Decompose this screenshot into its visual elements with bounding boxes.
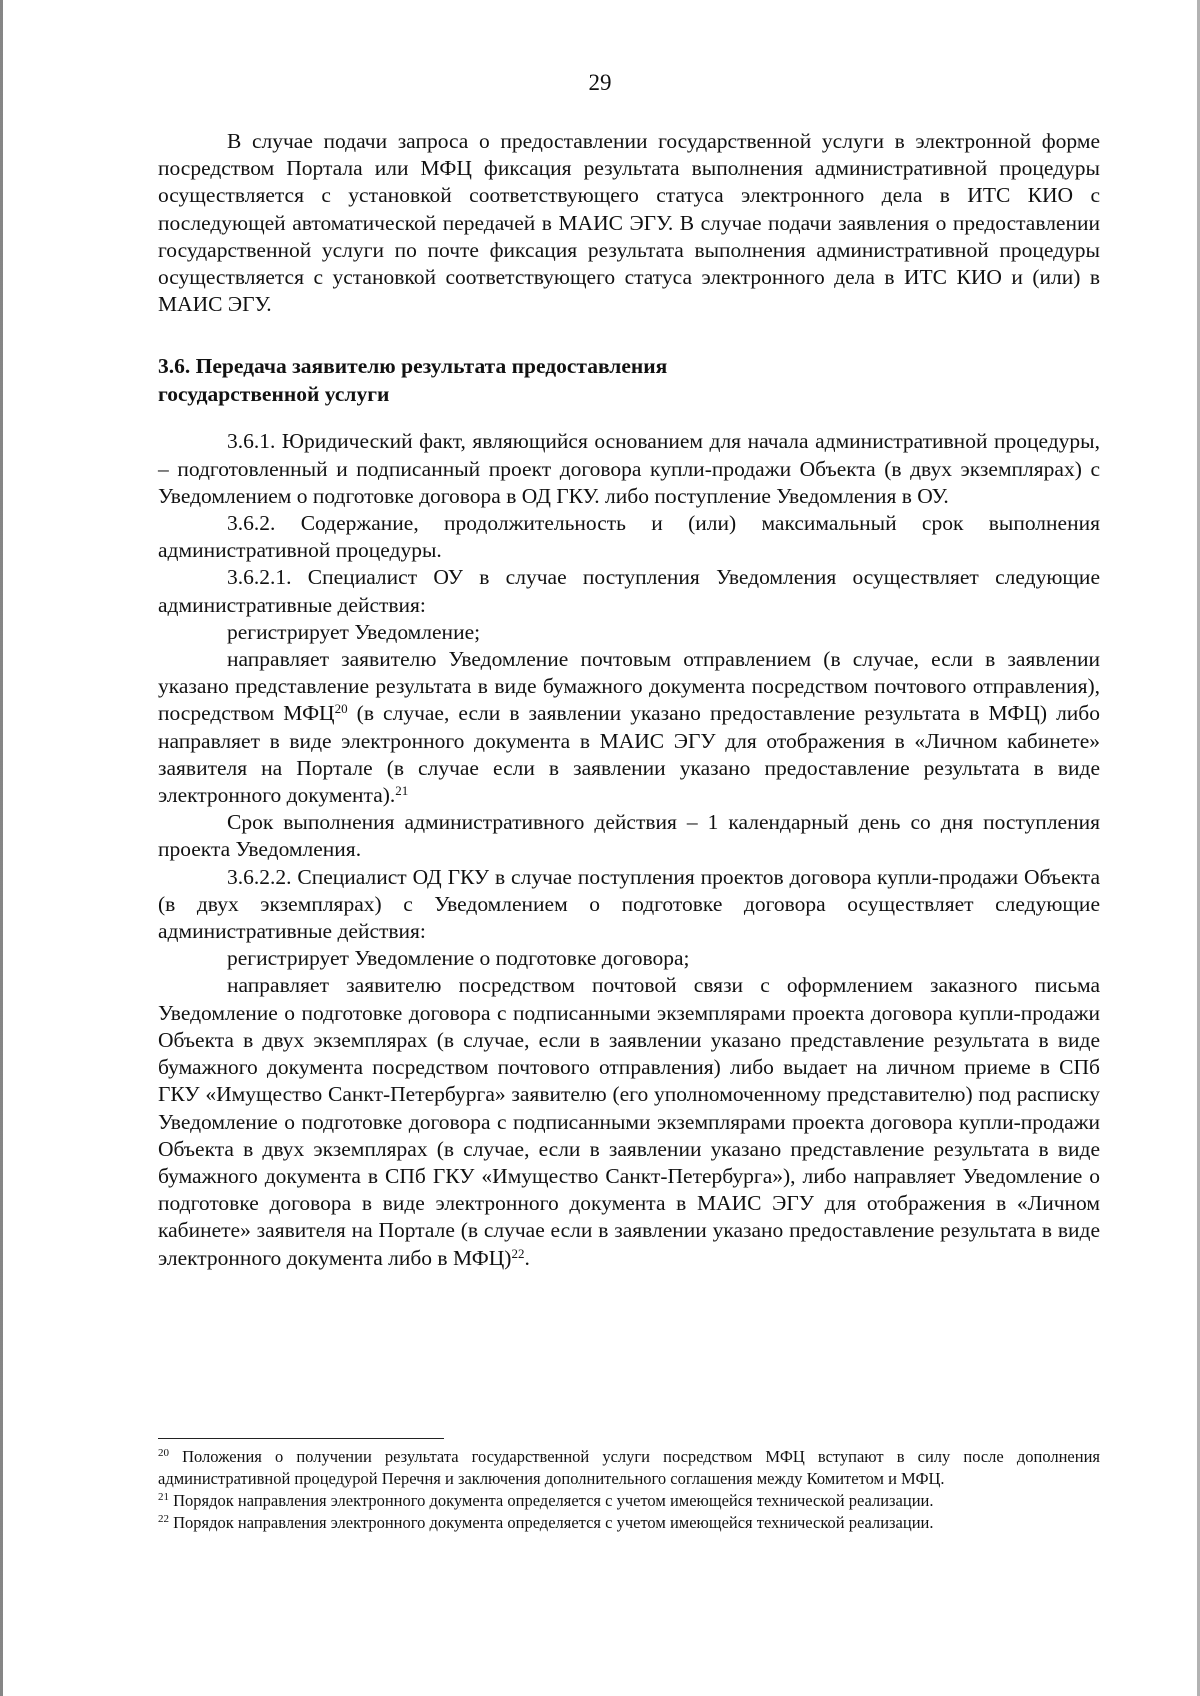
paragraph-sends-notification bbox=[158, 646, 1100, 809]
sends-text-part2: (в случае, если в заявлении указано предоставление результата в МФЦ) либо направляет в виде электронного документа в МАИС ЭГУ для отображения в «Личном кабинете» заявителя на Портале (в случае если в заявлении указано предоставление результата в виде электронного документа). bbox=[158, 701, 1100, 808]
section-heading-3-6 bbox=[158, 352, 1100, 408]
footnote-text: Порядок направления электронного документа определяется с учетом имеющейся технической реализации. bbox=[169, 1491, 934, 1510]
footnote-text: Положения о получении результата государственной услуги посредством МФЦ вступают в силу после дополнения административной процедурой Перечня и заключения дополнительного соглашения между Комитетом и МФЦ. bbox=[158, 1447, 1100, 1488]
footnote-number: 20 bbox=[158, 1447, 169, 1459]
paragraph-registers-contract: регистрирует Уведомление о подготовке договора; bbox=[227, 946, 690, 971]
footnote-number: 22 bbox=[158, 1513, 169, 1525]
footnote-ref-21: 21 bbox=[395, 783, 409, 799]
paragraph-term: Срок выполнения административного действия – 1 календарный день со дня поступления проекта Уведомления. bbox=[158, 810, 1100, 862]
paragraph-sends-contract bbox=[158, 972, 1100, 1271]
sends-contract-end: . bbox=[524, 1245, 530, 1270]
footnotes bbox=[158, 1446, 1100, 1534]
paragraph-3-6-2-1: 3.6.2.1. Специалист ОУ в случае поступления Уведомления осуществляет следующие административные действия: bbox=[158, 565, 1100, 617]
footnote-22 bbox=[158, 1512, 1100, 1534]
footnote-text: Порядок направления электронного документа определяется с учетом имеющейся технической реализации. bbox=[169, 1513, 934, 1532]
paragraph-registers: регистрирует Уведомление; bbox=[227, 619, 481, 644]
sends-contract-text: направляет заявителю посредством почтовой связи с оформлением заказного письма Уведомление о подготовке договора с подписанными экземплярами проекта договора купли-продажи Объекта в двух экземплярах (в случае, если в заявлении указано представление результата в виде бумажного документа посредством почтового отправления) либо выдает на личном приеме в СПб ГКУ «Имущество Санкт-Петербурга» заявителю (его уполномоченному представителю) под расписку Уведомление о подготовке договора с подписанными экземплярами проекта договора купли-продажи Объекта в двух экземплярах (в случае, если в заявлении указано представление результата в виде бумажного документа в СПб ГКУ «Имущество Санкт-Петербурга»), либо направляет Уведомление о подготовке договора в виде электронного документа в МАИС ЭГУ для отображения в «Личном кабинете» заявителя на Портале (в случае если в заявлении указано предоставление результата в виде электронного документа либо в МФЦ) bbox=[158, 973, 1100, 1270]
footnote-number: 21 bbox=[158, 1491, 169, 1503]
page-number: 29 bbox=[588, 70, 612, 95]
section-heading-line-1: 3.6. Передача заявителю результата предоставления bbox=[158, 354, 668, 379]
footnote-ref-20: 20 bbox=[334, 701, 348, 717]
footnote-21 bbox=[158, 1490, 1100, 1512]
section-heading-line-2: государственной услуги bbox=[158, 382, 390, 407]
document-body bbox=[158, 128, 1100, 1272]
footnote-20 bbox=[158, 1446, 1100, 1490]
paragraph-electronic-submission: В случае подачи запроса о предоставлении государственной услуги в электронной форме посредством Портала или МФЦ фиксация результата выполнения административной процедуры осуществляется с установкой соответствующего статуса электронного дела в ИТС КИО с последующей автоматической передачей в МАИС ЭГУ. В случае подачи заявления о предоставлении государственной услуги по почте фиксация результата выполнения административной процедуры осуществляется с установкой соответствующего статуса электронного дела в ИТС КИО и (или) в МАИС ЭГУ. bbox=[158, 129, 1100, 317]
scan-edge-left bbox=[0, 0, 3, 1696]
sends-text-part1: направляет заявителю Уведомление почтовым отправлением (в случае, если в заявлении указано представление результата в виде бумажного документа посредством почтового отправления), посредством МФЦ bbox=[158, 647, 1100, 726]
paragraph-3-6-2-2: 3.6.2.2. Специалист ОД ГКУ в случае поступления проектов договора купли-продажи Объекта (в двух экземплярах) с Уведомлением о подготовке договора осуществляет следующие административные действия: bbox=[158, 864, 1100, 944]
footnote-separator bbox=[158, 1438, 444, 1439]
paragraph-3-6-1: 3.6.1. Юридический факт, являющийся основанием для начала административной процедуры, – подготовленный и подписанный проект договора купли-продажи Объекта (в двух экземплярах) с Уведомлением о подготовке договора в ОД ГКУ. либо поступление Уведомления в ОУ. bbox=[158, 429, 1100, 508]
footnote-ref-22: 22 bbox=[511, 1245, 525, 1261]
paragraph-3-6-2: 3.6.2. Содержание, продолжительность и (или) максимальный срок выполнения административной процедуры. bbox=[158, 511, 1100, 563]
